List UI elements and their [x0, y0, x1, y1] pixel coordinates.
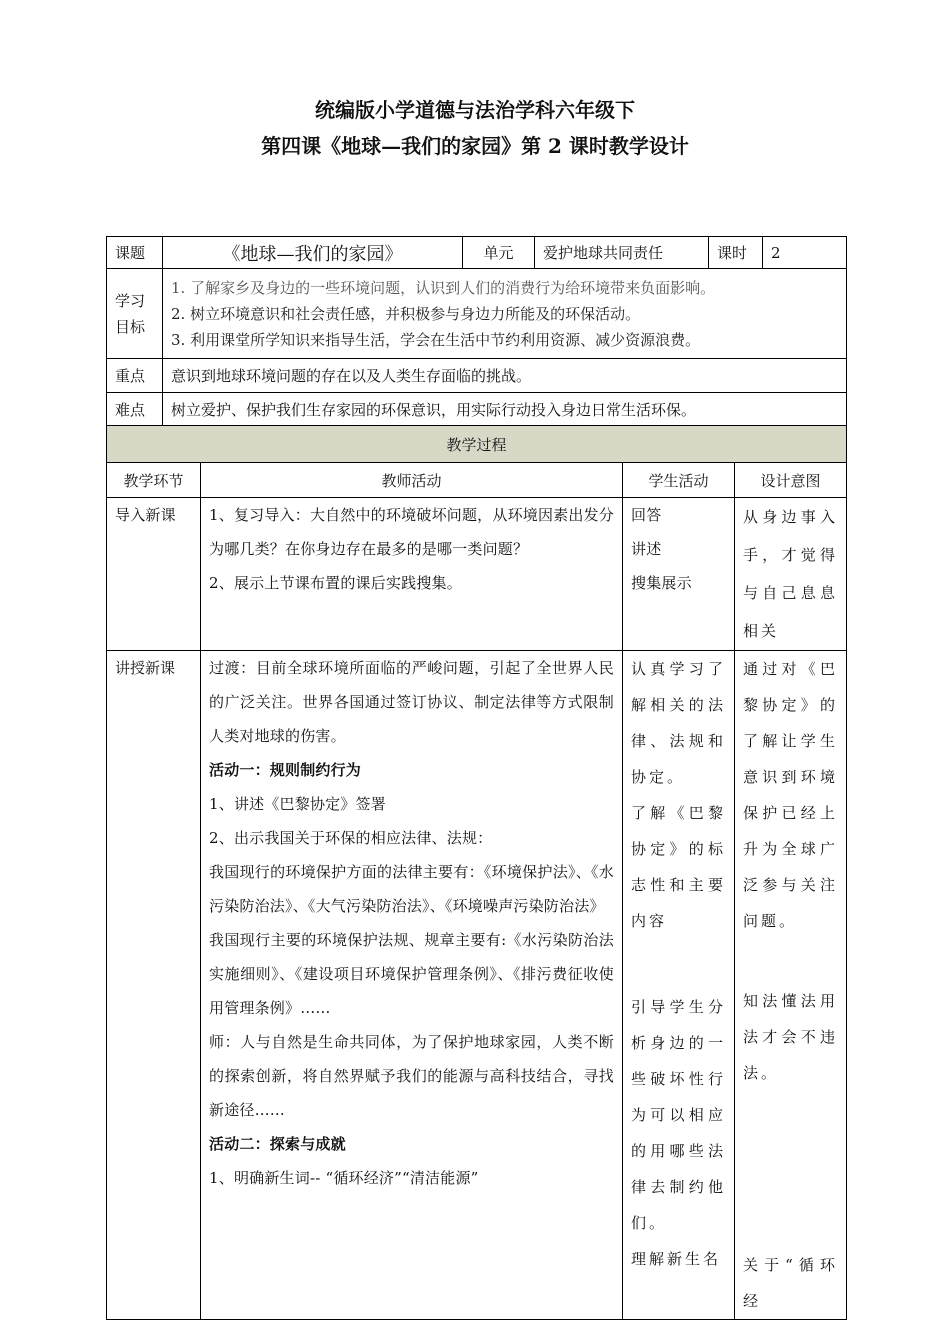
- design-intent-intro: 从身边事入手，才觉得与自己息息相关: [735, 498, 847, 651]
- goals-list: [163, 269, 847, 359]
- student-activity-intro: 回答 讲述 搜集展示: [623, 498, 735, 651]
- table-row: [107, 498, 847, 651]
- student-activity-new-lesson: 认真学习了解相关的法律、法规和协定。 了解《巴黎协定》的标志性和主要内容 引导学生分析身边的一些破坏性行为可以相应的用哪些法律去制约他们。 理解新生名: [623, 651, 735, 1320]
- difficulty-value: 树立爱护、保护我们生存家园的环保意识，用实际行动投入身边日常生活环保。: [163, 393, 847, 427]
- difficulty-label: 难点: [107, 393, 163, 427]
- activity-two-heading: 活动二：探索与成就: [209, 1135, 346, 1153]
- column-header-stage: 教学环节: [107, 463, 201, 498]
- unit-label: 单元: [463, 237, 535, 269]
- goals-label: 学习 目标: [107, 269, 163, 359]
- teaching-process-table: [106, 425, 847, 1320]
- column-header-teacher: 教师活动: [201, 463, 623, 498]
- column-header-intent: 设计意图: [735, 463, 847, 498]
- teacher-activity-new-lesson: 过渡：目前全球环境所面临的严峻问题，引起了全世界人民的广泛关注。世界各国通过签订协议、制定法律等方式限制人类对地球的伤害。 活动一：规则制约行为 1、讲述《巴黎协定》签署 2、出示我国关于环保的相应法律、法规： 我国现行的环境保护方面的法律主要有：《环境保护法》、《水污染防治法》、《大气污染防治法》、《环境噪声污染防治法》 我国现行主要的环境保护法规、规章主要有:《水污染防治法实施细则》、《建设项目环境保护管理条例》、《排污费征收使用管理条例》…… 师：人与自然是生命共同体，为了保护地球家园，人类不断的探索创新，将自然界赋予我们的能源与高科技结合，寻找新途径…… 活动二：探索与成就 1、明确新生词-- “循环经济”“清洁能源”: [201, 651, 623, 1320]
- stage-intro: 导入新课: [107, 498, 201, 651]
- column-header-student: 学生活动: [623, 463, 735, 498]
- key-point-label: 重点: [107, 359, 163, 393]
- table-row: [107, 651, 847, 1320]
- goal-item: 2. 树立环境意识和社会责任感，并积极参与身边力所能及的环保活动。: [171, 304, 641, 323]
- key-point-value: 意识到地球环境问题的存在以及人类生存面临的挑战。: [163, 359, 847, 393]
- goal-item: 3. 利用课堂所学知识来指导生活，学会在生活中节约利用资源、减少资源浪费。: [171, 330, 701, 349]
- goal-item: 1. 了解家乡及身边的一些环境问题，认识到人们的消费行为给环境带来负面影响。: [171, 278, 716, 297]
- lesson-info-table: [106, 236, 847, 427]
- period-label: 课时: [709, 237, 763, 269]
- document-subtitle: 第四课《地球—我们的家园》第 2 课时教学设计: [261, 134, 689, 158]
- activity-one-heading: 活动一：规则制约行为: [209, 761, 362, 779]
- unit-value: 爱护地球共同责任: [535, 237, 709, 269]
- teacher-activity-intro: 1、复习导入：大自然中的环境破坏问题，从环境因素出发分为哪几类？在你身边存在最多的是哪一类问题？ 2、展示上节课布置的课后实践搜集。: [201, 498, 623, 651]
- stage-new-lesson: 讲授新课: [107, 651, 201, 1320]
- topic-value: 《地球—我们的家园》: [163, 237, 463, 269]
- topic-label: 课题: [107, 237, 163, 269]
- document-title: 统编版小学道德与法治学科六年级下: [315, 98, 635, 122]
- process-section-header: 教学过程: [107, 426, 847, 463]
- period-value: 2: [763, 237, 847, 269]
- design-intent-new-lesson: 通过对《巴黎协定》的了解让学生意识到环境保护已经上升为全球广泛参与关注问题。 知法懂法用法才会不违法。 关于“循环经: [735, 651, 847, 1320]
